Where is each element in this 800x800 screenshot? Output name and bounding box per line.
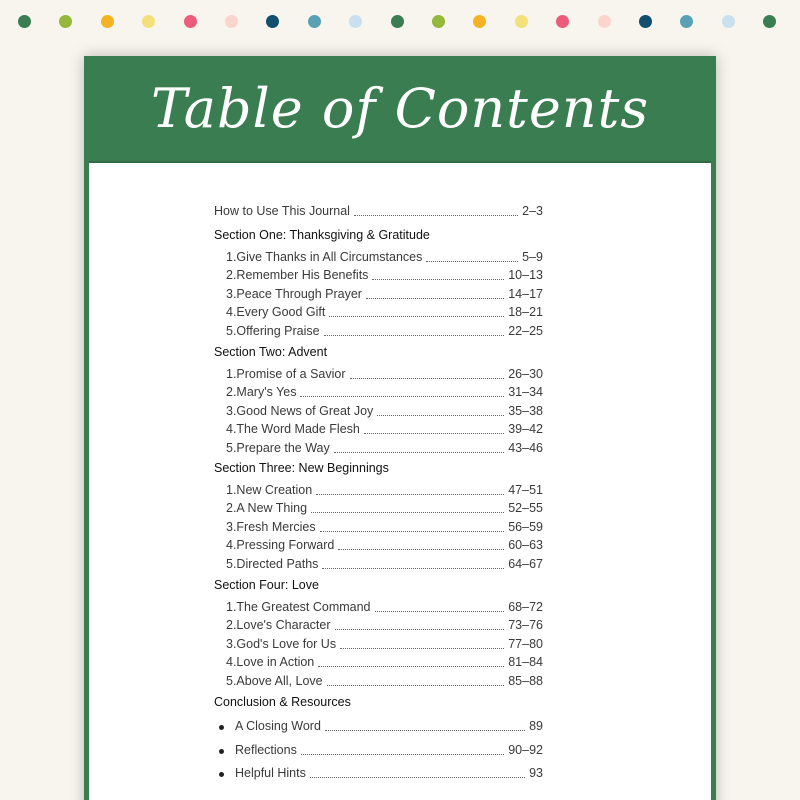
dot-leader — [426, 261, 518, 262]
entry-label: 4.Every Good Gift — [226, 305, 326, 320]
entry-label: A Closing Word — [235, 719, 321, 733]
toc-entry — [226, 367, 543, 385]
dot-leader — [322, 568, 504, 569]
dot-leader — [301, 754, 504, 755]
toc-entry — [226, 538, 543, 556]
decorative-dot — [598, 15, 611, 28]
entry-pages: 22–25 — [508, 323, 543, 338]
toc-entry — [226, 385, 543, 403]
toc-entry — [226, 501, 543, 519]
decorative-dot — [266, 15, 279, 28]
dot-leader — [310, 777, 525, 778]
dot-leader — [377, 415, 504, 416]
dot-leader — [340, 648, 504, 649]
entry-label: 5.Offering Praise — [226, 323, 320, 338]
decorative-dot — [101, 15, 114, 28]
decorative-dot — [18, 15, 31, 28]
toc-entry — [226, 520, 543, 538]
entry-pages: 85–88 — [508, 673, 543, 688]
toc-entry — [226, 600, 543, 618]
entry-pages: 39–42 — [508, 422, 543, 437]
section-heading: Section One: Thanksgiving & Gratitude — [214, 228, 430, 242]
decorative-dot — [308, 15, 321, 28]
toc-entry — [226, 674, 543, 692]
dot-leader — [334, 452, 504, 453]
toc-entry — [226, 268, 543, 286]
entry-pages: 43–46 — [508, 440, 543, 455]
toc-entry — [226, 250, 543, 268]
entry-pages: 77–80 — [508, 636, 543, 651]
dot-leader — [354, 215, 518, 216]
entry-label: 2.Remember His Benefits — [226, 268, 369, 283]
decorative-dot — [763, 15, 776, 28]
decorative-dot — [349, 15, 362, 28]
decorative-dot — [391, 15, 404, 28]
toc-entry-intro — [214, 204, 543, 222]
toc-entry — [226, 287, 543, 305]
decorative-dot — [142, 15, 155, 28]
section-heading: Section Two: Advent — [214, 345, 328, 359]
entry-label: 4.Pressing Forward — [226, 538, 335, 553]
entry-pages: 2–3 — [522, 204, 543, 218]
entry-pages: 35–38 — [508, 403, 543, 418]
entry-pages: 64–67 — [508, 556, 543, 571]
entry-label: 3.God's Love for Us — [226, 636, 337, 651]
toc-entry-resource — [235, 766, 543, 784]
entry-pages: 56–59 — [508, 519, 543, 534]
entry-pages: 52–55 — [508, 501, 543, 516]
dot-leader — [325, 730, 525, 731]
entry-pages: 93 — [529, 766, 543, 780]
decorative-dot — [515, 15, 528, 28]
page-header — [84, 56, 716, 160]
dot-leader — [335, 629, 504, 630]
dot-leader — [375, 611, 504, 612]
decorative-dot — [680, 15, 693, 28]
entry-label: Reflections — [235, 742, 297, 757]
entry-label: 3.Good News of Great Joy — [226, 403, 374, 418]
dot-leader — [318, 666, 504, 667]
entry-pages: 68–72 — [508, 600, 543, 614]
toc-entry — [226, 404, 543, 422]
toc-entry — [226, 483, 543, 501]
dot-leader — [311, 512, 504, 513]
dot-leader — [324, 335, 504, 336]
entry-label: 5.Above All, Love — [226, 673, 323, 688]
entry-label: How to Use This Journal — [214, 204, 350, 218]
decorative-dot — [225, 15, 238, 28]
entry-pages: 89 — [529, 719, 543, 733]
entry-pages: 18–21 — [508, 305, 543, 320]
bullet-icon — [219, 749, 224, 754]
toc-entry-resource — [235, 719, 543, 737]
toc-entry — [226, 655, 543, 673]
entry-pages: 90–92 — [508, 742, 543, 757]
dot-leader — [350, 378, 504, 379]
entry-pages: 26–30 — [508, 367, 543, 381]
decorative-dot — [432, 15, 445, 28]
bullet-icon — [219, 772, 224, 777]
dot-leader — [329, 316, 504, 317]
decorative-dot — [59, 15, 72, 28]
decorative-dot — [473, 15, 486, 28]
decorative-dot — [184, 15, 197, 28]
toc-entry — [226, 441, 543, 459]
entry-pages: 60–63 — [508, 538, 543, 553]
section-heading: Section Four: Love — [214, 578, 319, 592]
toc-entry — [226, 305, 543, 323]
dot-leader — [300, 396, 504, 397]
section-heading: Section Three: New Beginnings — [214, 461, 389, 475]
decorative-dot — [556, 15, 569, 28]
entry-label: 1.Promise of a Savior — [226, 367, 346, 381]
decorative-dot-row — [0, 14, 800, 30]
entry-pages: 31–34 — [508, 385, 543, 400]
entry-pages: 10–13 — [508, 268, 543, 283]
toc-entry — [226, 637, 543, 655]
entry-label: 5.Directed Paths — [226, 556, 319, 571]
toc-entry — [226, 324, 543, 342]
entry-label: 1.The Greatest Command — [226, 600, 371, 614]
entry-pages: 47–51 — [508, 483, 543, 497]
entry-label: 4.Love in Action — [226, 655, 315, 670]
entry-pages: 73–76 — [508, 618, 543, 633]
dot-leader — [366, 298, 504, 299]
dot-leader — [316, 494, 504, 495]
page-title: Table of Contents — [150, 77, 650, 140]
entry-label: 3.Peace Through Prayer — [226, 286, 362, 301]
toc-entry — [226, 618, 543, 636]
entry-label: Helpful Hints — [235, 766, 306, 780]
entry-pages: 5–9 — [522, 250, 543, 264]
dot-leader — [372, 279, 504, 280]
entry-label: 2.Love's Character — [226, 618, 331, 633]
entry-label: 1.Give Thanks in All Circumstances — [226, 250, 423, 264]
entry-pages: 81–84 — [508, 655, 543, 670]
section-heading: Conclusion & Resources — [214, 695, 351, 709]
entry-label: 2.Mary's Yes — [226, 385, 297, 400]
bullet-icon — [219, 725, 224, 730]
dot-leader — [338, 549, 504, 550]
toc-entry — [226, 422, 543, 440]
entry-label: 3.Fresh Mercies — [226, 519, 316, 534]
entry-label: 5.Prepare the Way — [226, 440, 330, 455]
toc-entry-resource — [235, 743, 543, 761]
entry-pages: 14–17 — [508, 286, 543, 301]
entry-label: 2.A New Thing — [226, 501, 308, 516]
toc-entry — [226, 557, 543, 575]
entry-label: 1.New Creation — [226, 483, 313, 497]
dot-leader — [327, 685, 504, 686]
decorative-dot — [722, 15, 735, 28]
decorative-dot — [639, 15, 652, 28]
dot-leader — [364, 433, 504, 434]
dot-leader — [320, 531, 504, 532]
entry-label: 4.The Word Made Flesh — [226, 422, 360, 437]
